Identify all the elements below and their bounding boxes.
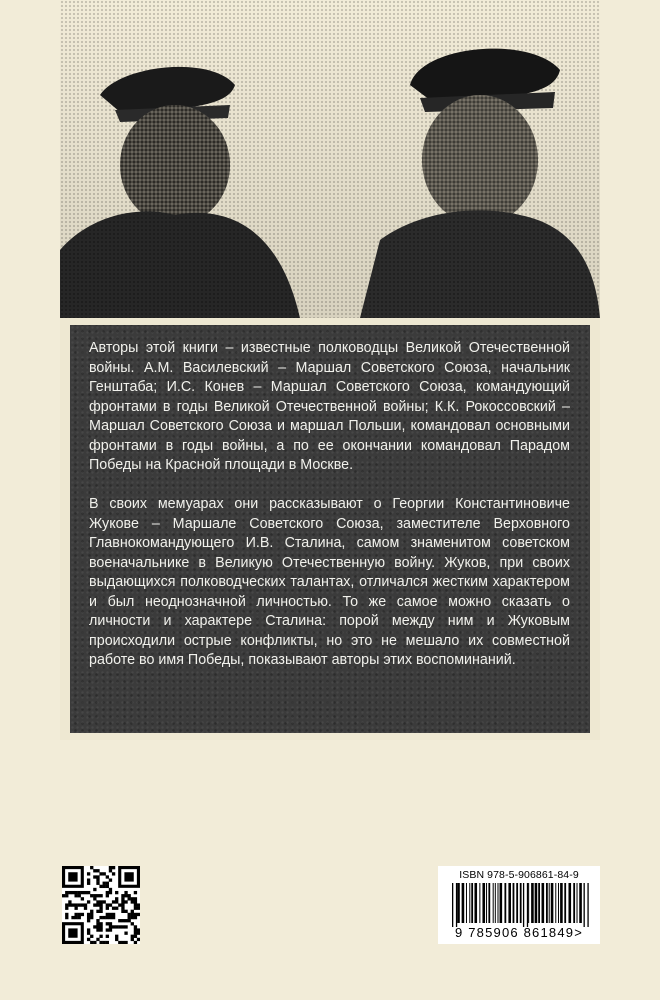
annotation-text-box [70, 325, 590, 733]
qr-code [62, 866, 140, 944]
halftone-photo-two-marshals [60, 0, 600, 318]
isbn-group-2: 861849 [523, 925, 575, 940]
annotation-paragraph-1: Авторы этой книги – известные полководцы Великой Отечественной войны. А.М. Василевский – Маршал Советского Союза, начальник Генштаба; И.С. Конев – Маршал Советского Союза, командующий фронтами в годы Великой Отечественной войны; К.К. Рокоссовский – Маршал Советского Союза и маршал Польши, командовал основными фронтами в годы войны, а по ее окончании командовал Парадом Победы на Красной площади в Москве. [89, 340, 570, 473]
annotation-paragraph-2: В своих мемуарах они рассказывают о Георгии Константиновиче Жукове – Маршале Советского Союза, заместителе Верховного Главнокомандующего И.В. Сталина, самом знаменитом советском военачальнике в Великую Отечественную войну. Жуков, при своих выдающихся полководческих талантах, отличался жестким характером и был неоднозначной личностью. То же самое можно сказать о личности и характере Сталина: порой между ним и Жуковым происходили острые конфликты, но это не мешало их совместной работе во имя Победы, показывают авторы этих воспоминаний. [89, 496, 570, 668]
isbn-label: ISBN 978-5-906861-84-9 [459, 869, 579, 881]
isbn-digits [438, 925, 600, 940]
isbn-barcode [438, 866, 600, 944]
isbn-group-1: 785906 [468, 925, 519, 940]
isbn-end-mark: > [574, 925, 584, 940]
isbn-first-digit: 9 [454, 925, 464, 940]
